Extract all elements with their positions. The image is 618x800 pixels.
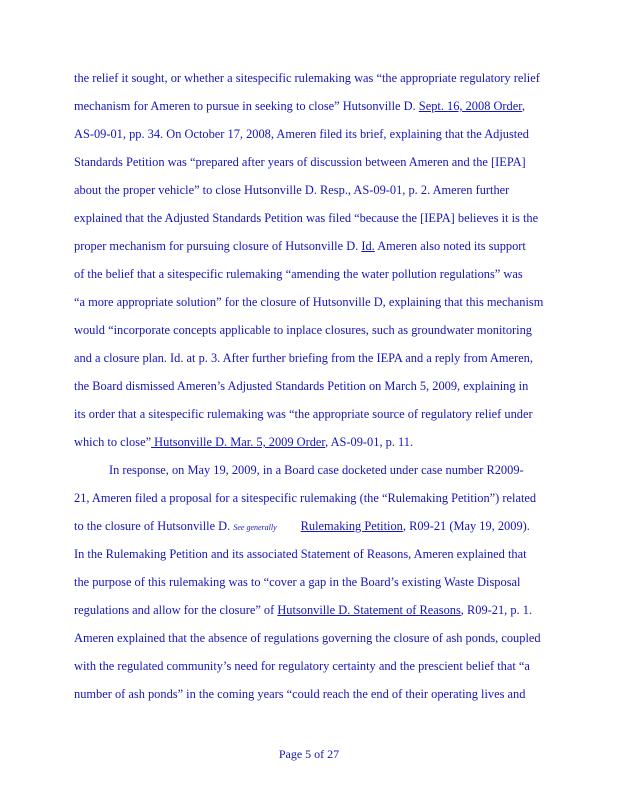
text-line: of the belief that a sitespecific rulemaking “amending the water pollution regulations” was	[74, 267, 523, 281]
text-line: would “incorporate concepts applicable to inplace closures, such as groundwater monitoring	[74, 323, 532, 337]
signal-see-generally: See generally	[233, 523, 277, 532]
text-line: with the regulated community’s need for regulatory certainty and the prescient belief that “a	[74, 659, 530, 673]
text-line: explained that the Adjusted Standards Petition was filed “because the [IEPA] believes it is the	[74, 211, 539, 225]
text-line: number of ash ponds” in the coming years “could reach the end of their operating lives and	[74, 687, 526, 701]
citation-sept-2008-order: Sept. 16, 2008 Order	[418, 99, 522, 113]
text-line: AS-09-01, pp. 34. On October 17, 2008, Ameren filed its brief, explaining that the Adjusted	[74, 127, 529, 141]
text-line: mechanism for Ameren to pursue in seeking to close” Hutsonville D. Sept. 16, 2008 Order,	[74, 99, 525, 113]
text-line: 21, Ameren filed a proposal for a sitespecific rulemaking (the “Rulemaking Petition”) related	[74, 491, 537, 505]
text-line: “a more appropriate solution” for the closure of Hutsonville D, explaining that this mechanism	[74, 295, 544, 309]
text-line: about the proper vehicle” to close Hutsonville D. Resp., AS-09-01, p. 2. Ameren further	[74, 183, 510, 197]
citation-statement-of-reasons: Hutsonville D. Statement of Reasons	[277, 603, 461, 617]
text-line: regulations and allow for the closure” of Hutsonville D. Statement of Reasons, R09-21, p. 1.	[74, 603, 533, 617]
page-number: Page 5 of 27	[278, 747, 340, 761]
text-line: and a closure plan. Id. at p. 3. After further briefing from the IEPA and a reply from Ameren,	[74, 351, 533, 365]
text-line: Standards Petition was “prepared after years of discussion between Ameren and the [IEPA]	[74, 155, 526, 169]
text-line: In response, on May 19, 2009, in a Board case docketed under case number R2009-	[109, 463, 524, 477]
text-line: to the closure of Hutsonville D. See generally Rulemaking Petition, R09-21 (May 19, 2009).	[74, 519, 530, 533]
citation-rulemaking-petition: Rulemaking Petition	[300, 519, 403, 533]
citation-id: Id.	[361, 239, 375, 253]
text-line: Ameren explained that the absence of regulations governing the closure of ash ponds, coupled	[74, 631, 541, 645]
citation-mar-2009-order: Hutsonville D. Mar. 5, 2009 Order	[151, 435, 326, 449]
text-line: the purpose of this rulemaking was to “cover a gap in the Board’s existing Waste Disposal	[74, 575, 521, 589]
text-line: proper mechanism for pursuing closure of Hutsonville D. Id. Ameren also noted its support	[74, 239, 526, 253]
text-line: which to close” Hutsonville D. Mar. 5, 2009 Order, AS-09-01, p. 11.	[74, 435, 414, 449]
text-line: the Board dismissed Ameren’s Adjusted Standards Petition on March 5, 2009, explaining in	[74, 379, 529, 393]
text-line: the relief it sought, or whether a sitespecific rulemaking was “the appropriate regulatory relief	[74, 71, 540, 85]
text-line: its order that a sitespecific rulemaking was “the appropriate source of regulatory relief under	[74, 407, 533, 421]
text-line: In the Rulemaking Petition and its associated Statement of Reasons, Ameren explained that	[74, 547, 527, 561]
